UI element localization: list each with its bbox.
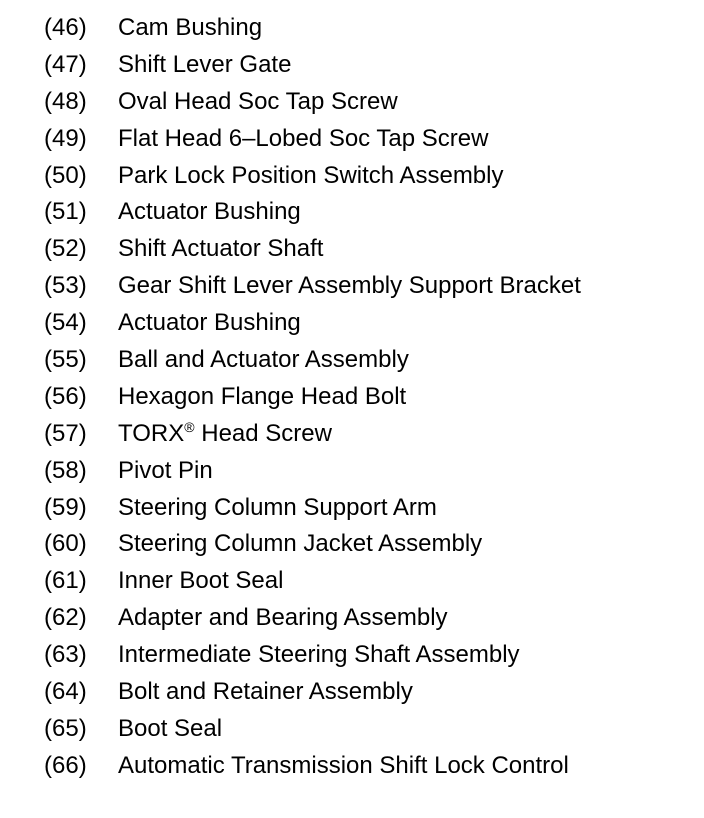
- item-number: (48): [44, 87, 87, 115]
- item-name: Shift Lever Gate: [118, 50, 292, 78]
- registered-trademark-mark: ®: [184, 418, 195, 435]
- item-number: (49): [44, 124, 87, 152]
- item-name: Park Lock Position Switch Assembly: [118, 161, 504, 189]
- item-number: (62): [44, 604, 87, 632]
- parts-legend-list: [44, 10, 696, 785]
- item-name-with-mark: [118, 416, 332, 453]
- item-number: (51): [44, 198, 87, 226]
- item-name: TORX: [118, 419, 185, 447]
- item-number: (66): [44, 751, 87, 779]
- legend-item: [44, 674, 696, 711]
- item-name-suffix: Head Screw: [194, 419, 332, 447]
- item-number: (55): [44, 346, 87, 374]
- legend-item: [44, 600, 696, 637]
- item-number: (47): [44, 50, 87, 78]
- item-number: (60): [44, 530, 87, 558]
- item-name: Shift Actuator Shaft: [118, 235, 324, 263]
- item-name: Boot Seal: [118, 714, 223, 742]
- legend-item: [44, 305, 696, 342]
- legend-item: [44, 84, 696, 121]
- legend-item: [44, 194, 696, 231]
- item-number: (64): [44, 678, 87, 706]
- legend-item: [44, 342, 696, 379]
- item-name: Steering Column Support Arm: [118, 493, 437, 521]
- item-number: (52): [44, 235, 87, 263]
- item-name: Automatic Transmission Shift Lock Control: [118, 751, 569, 779]
- item-number: (58): [44, 456, 87, 484]
- item-number: (53): [44, 272, 87, 300]
- item-name: Flat Head 6–Lobed Soc Tap Screw: [118, 124, 489, 152]
- legend-item: [44, 47, 696, 84]
- legend-item: [44, 526, 696, 563]
- legend-item: [44, 637, 696, 674]
- item-number: (57): [44, 419, 87, 447]
- item-name: Adapter and Bearing Assembly: [118, 604, 448, 632]
- legend-item: [44, 563, 696, 600]
- legend-item: [44, 121, 696, 158]
- item-number: (59): [44, 493, 87, 521]
- item-name: Steering Column Jacket Assembly: [118, 530, 483, 558]
- item-number: (54): [44, 309, 87, 337]
- legend-item: [44, 711, 696, 748]
- item-name: Gear Shift Lever Assembly Support Bracket: [118, 272, 581, 300]
- item-name: Ball and Actuator Assembly: [118, 346, 409, 374]
- legend-item: [44, 416, 696, 453]
- legend-item: [44, 748, 696, 785]
- legend-item: [44, 453, 696, 490]
- item-number: (63): [44, 641, 87, 669]
- item-name: Cam Bushing: [118, 14, 263, 41]
- item-number: (50): [44, 161, 87, 189]
- item-name: Intermediate Steering Shaft Assembly: [118, 641, 520, 669]
- item-name: Actuator Bushing: [118, 309, 301, 337]
- legend-item: [44, 158, 696, 195]
- item-name: Hexagon Flange Head Bolt: [118, 382, 407, 410]
- legend-item: [44, 379, 696, 416]
- item-name: Actuator Bushing: [118, 198, 301, 226]
- legend-item: [44, 231, 696, 268]
- item-name: Pivot Pin: [118, 456, 213, 484]
- item-number: (61): [44, 567, 87, 595]
- item-number: (65): [44, 714, 87, 742]
- legend-item: [44, 10, 696, 47]
- item-name: Bolt and Retainer Assembly: [118, 678, 413, 706]
- item-number: (56): [44, 382, 87, 410]
- item-number: (46): [44, 14, 87, 41]
- item-name: Inner Boot Seal: [118, 567, 284, 595]
- item-name: Oval Head Soc Tap Screw: [118, 87, 398, 115]
- legend-item: [44, 268, 696, 305]
- legend-item: [44, 490, 696, 527]
